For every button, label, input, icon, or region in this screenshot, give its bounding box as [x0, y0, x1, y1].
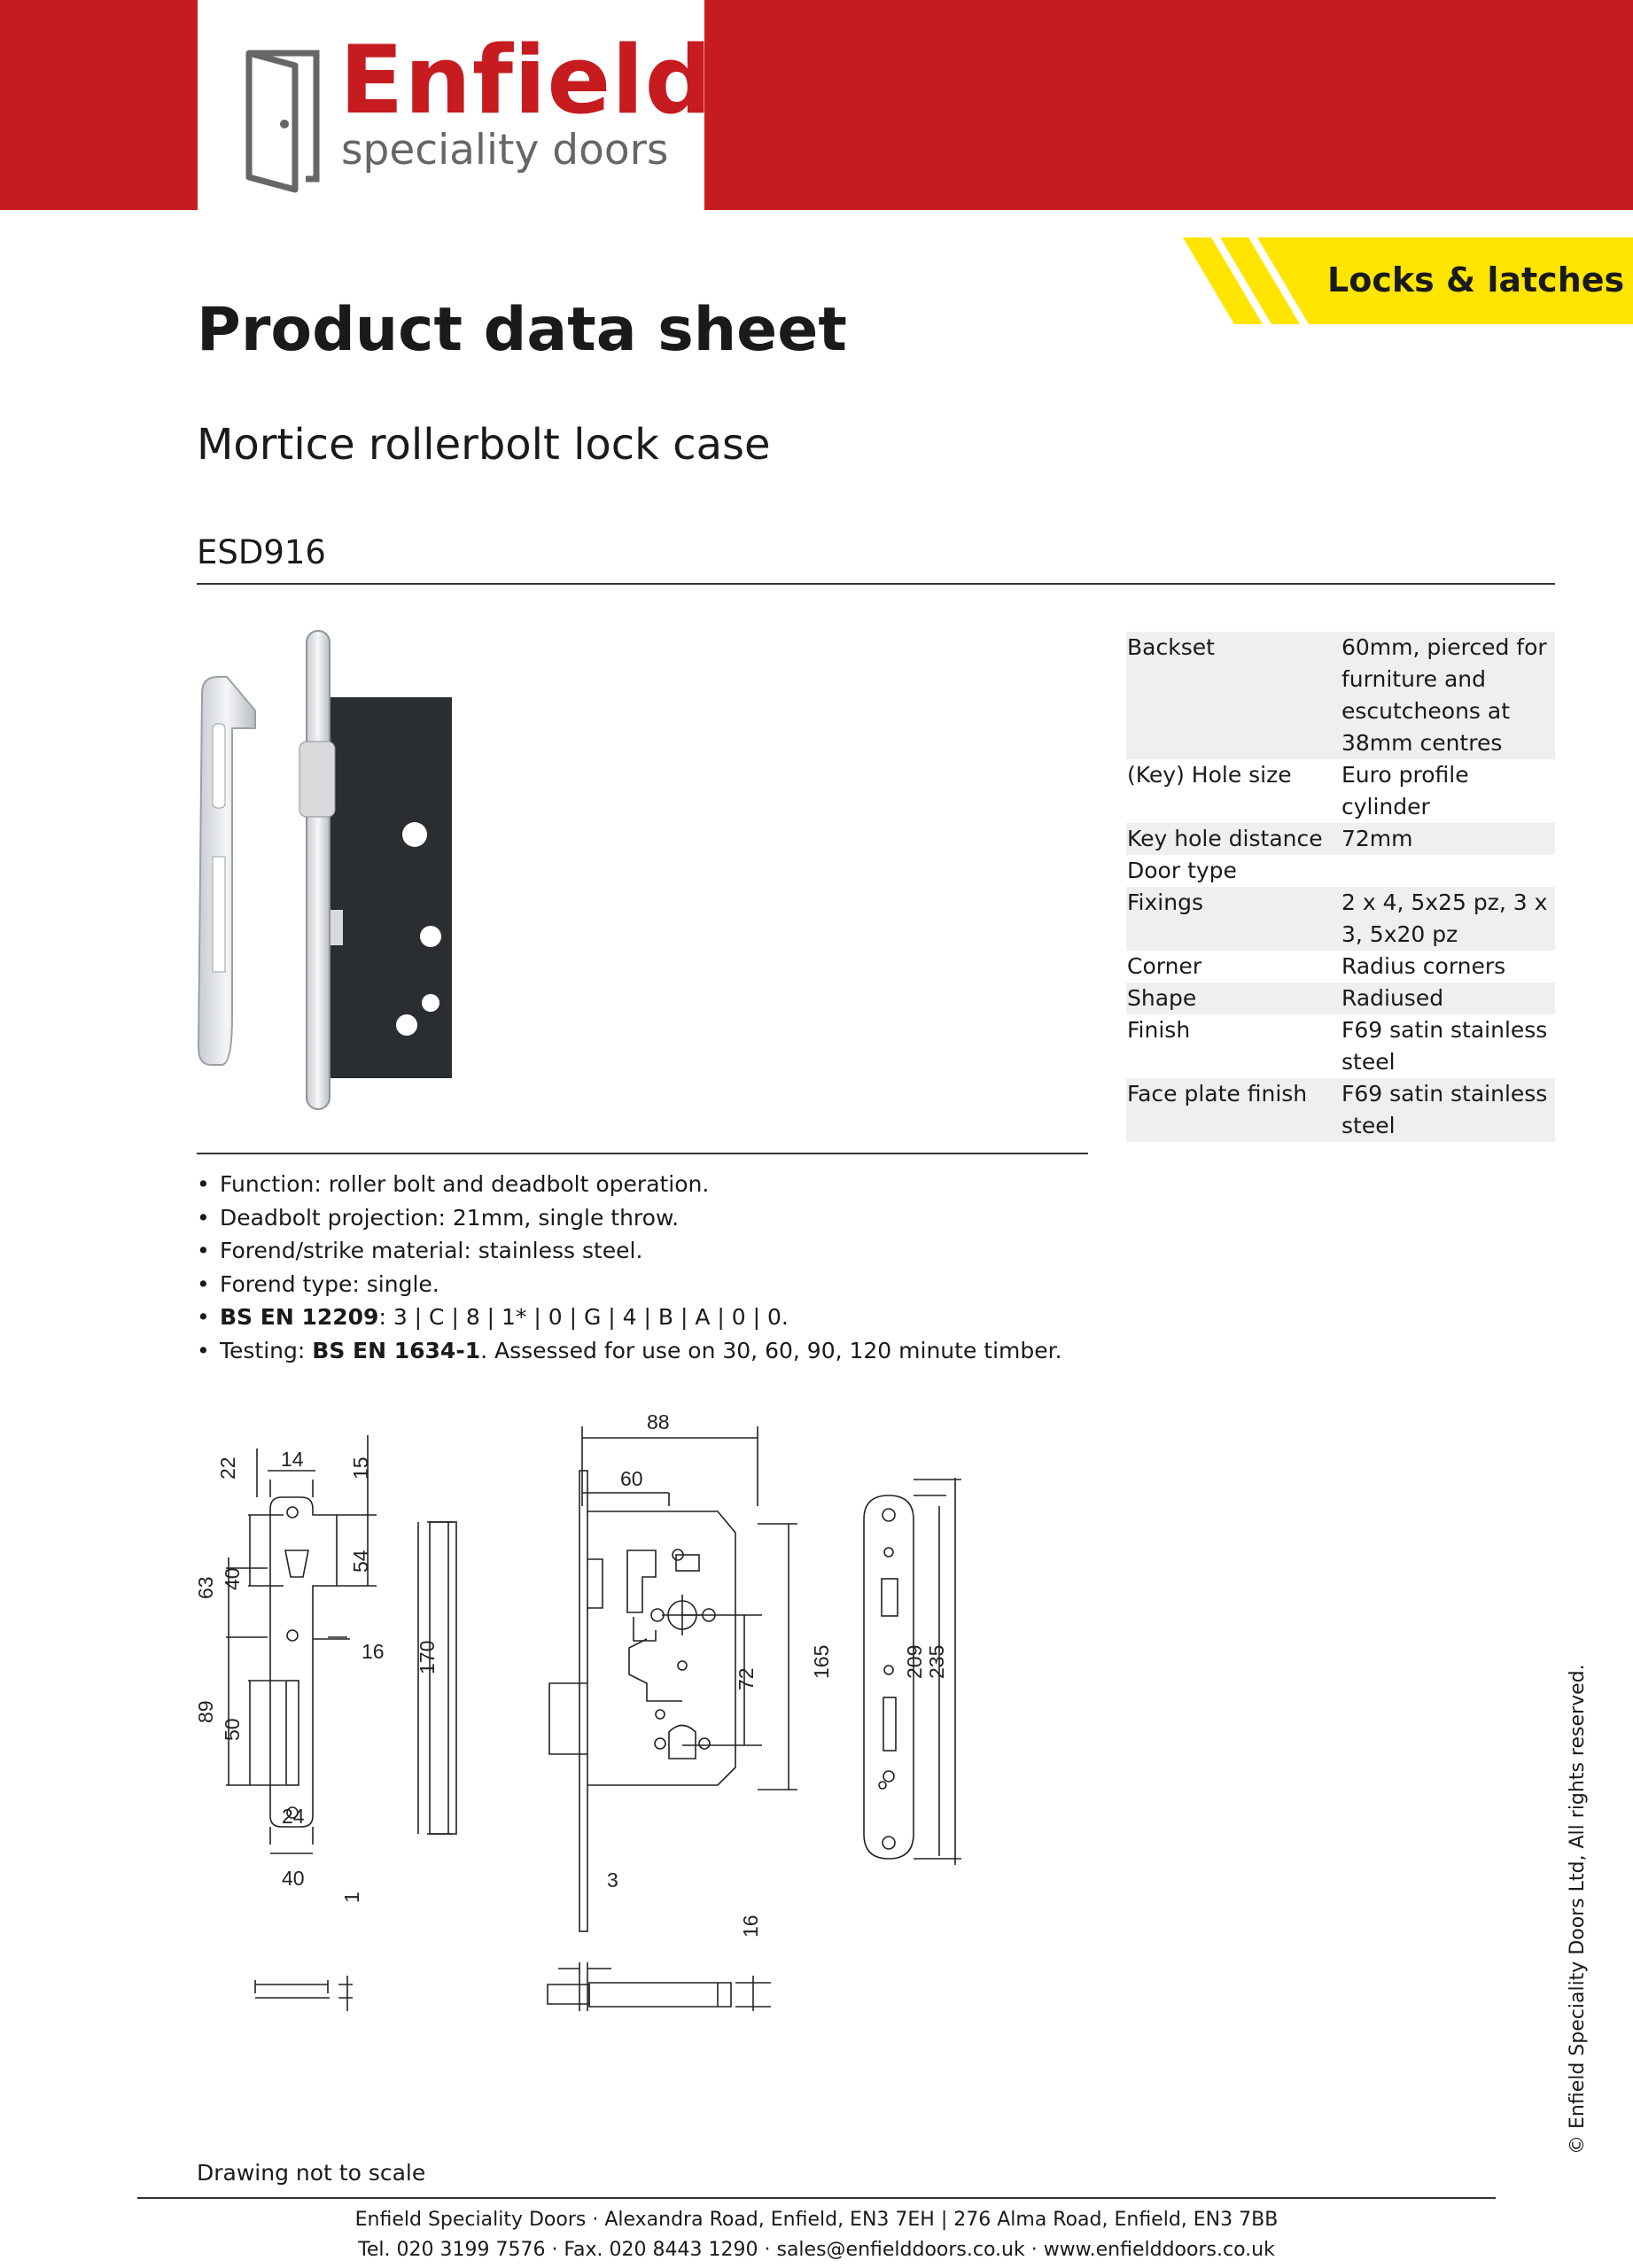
- footer-address: Enfield Speciality Doors · Alexandra Road, Enfield, EN3 7EH | 276 Alma Road, Enfield, EN3 7BB: [354, 2209, 1279, 2231]
- spec-row: [1126, 951, 1555, 983]
- strike-plate-drawing: [226, 1435, 456, 2011]
- spec-label: Corner: [1127, 953, 1202, 979]
- dim-label: 16: [362, 1640, 385, 1663]
- spec-value: Radiused: [1341, 983, 1555, 1014]
- spec-label: Face plate finish: [1126, 1078, 1341, 1142]
- feature-item: • BS EN 12209: 3 | C | 8 | 1* | 0 | G | 4 | B | A | 0 | 0.: [197, 1301, 1062, 1334]
- spec-value: F69 satin stainless steel: [1341, 1017, 1548, 1075]
- spec-label: Shape: [1126, 983, 1341, 1014]
- copyright-notice: © Enfield Speciality Doors Ltd, All rights reserved.: [1567, 1664, 1589, 2155]
- spec-value: [1341, 855, 1555, 887]
- feature-item: • Function: roller bolt and deadbolt operation.: [197, 1168, 1062, 1201]
- footer-divider: [137, 2197, 1496, 2199]
- spec-value: 2 x 4, 5x25 pz, 3 x 3, 5x20 pz: [1341, 887, 1555, 951]
- dimension-labels: [194, 1410, 948, 1938]
- divider: [197, 583, 1555, 585]
- dim-label: 88: [647, 1410, 670, 1433]
- dim-label: 14: [281, 1448, 304, 1471]
- spec-row: [1126, 759, 1555, 823]
- dim-label: 16: [739, 1915, 762, 1938]
- dim-label: 3: [607, 1868, 618, 1891]
- spec-row: [1126, 823, 1555, 855]
- spec-value: 72mm: [1341, 823, 1555, 855]
- feature-item: • Forend/strike material: stainless steel.: [197, 1234, 1062, 1268]
- technical-drawing: [186, 1409, 984, 2011]
- spec-row: [1126, 887, 1555, 951]
- page-title: Product data sheet: [197, 295, 847, 365]
- footer-contact: Tel. 020 3199 7576 · Fax. 020 8443 1290 · sales@enfielddoors.co.uk · www.enfielddoors.co.uk: [358, 2239, 1275, 2261]
- spec-label: Finish: [1127, 1017, 1191, 1043]
- dim-label: 40: [282, 1867, 305, 1890]
- dim-label: 170: [416, 1640, 439, 1674]
- feature-list: [197, 1168, 1062, 1367]
- feature-item: • Forend type: single.: [197, 1268, 1062, 1301]
- spec-row: [1126, 983, 1555, 1014]
- spec-row: [1126, 855, 1555, 887]
- product-photo: [193, 622, 459, 1114]
- spec-table: [1126, 632, 1555, 1142]
- spec-value: Radius corners: [1341, 953, 1506, 979]
- spec-label: Fixings: [1126, 887, 1341, 951]
- feature-item: • Testing: BS EN 1634-1. Assessed for use on 30, 60, 90, 120 minute timber.: [197, 1334, 1062, 1368]
- door-icon: [244, 46, 320, 193]
- feature-item: • Deadbolt projection: 21mm, single throw.: [197, 1201, 1062, 1235]
- spec-value: Euro profile cylinder: [1341, 762, 1469, 819]
- dim-label: 15: [349, 1456, 372, 1480]
- spec-label: Backset: [1126, 632, 1341, 759]
- dim-label: 165: [810, 1644, 833, 1679]
- dim-label: 50: [221, 1718, 244, 1741]
- spec-value: 60mm, pierced for furniture and escutcheons at 38mm centres: [1341, 632, 1555, 759]
- dim-label: 89: [194, 1700, 217, 1723]
- spec-value: F69 satin stainless steel: [1341, 1078, 1555, 1142]
- dim-label: 54: [349, 1550, 372, 1573]
- spec-row: [1126, 1014, 1555, 1078]
- dim-label: 209: [903, 1644, 926, 1679]
- dim-label: 235: [925, 1644, 948, 1679]
- dim-label: 60: [620, 1467, 643, 1490]
- divider: [197, 1153, 1088, 1154]
- dim-label: 72: [735, 1667, 758, 1690]
- dim-label: 40: [221, 1567, 244, 1590]
- product-name: Mortice rollerbolt lock case: [197, 420, 771, 470]
- spec-label: (Key) Hole size: [1127, 762, 1292, 788]
- brand-name: Enfield: [339, 26, 713, 135]
- product-code: ESD916: [197, 533, 326, 571]
- spec-label: Door type: [1127, 858, 1237, 883]
- dim-label: 24: [282, 1805, 305, 1828]
- spec-row: [1126, 1078, 1555, 1142]
- category-tag: Locks & latches: [1327, 260, 1625, 299]
- dim-label: 63: [194, 1576, 217, 1599]
- brand-tagline: speciality doors: [341, 126, 669, 175]
- spec-label: Key hole distance: [1126, 823, 1341, 855]
- spec-row: [1126, 632, 1555, 759]
- dim-label: 22: [216, 1456, 239, 1480]
- drawing-note: Drawing not to scale: [197, 2160, 426, 2186]
- dim-label: 1: [340, 1891, 363, 1903]
